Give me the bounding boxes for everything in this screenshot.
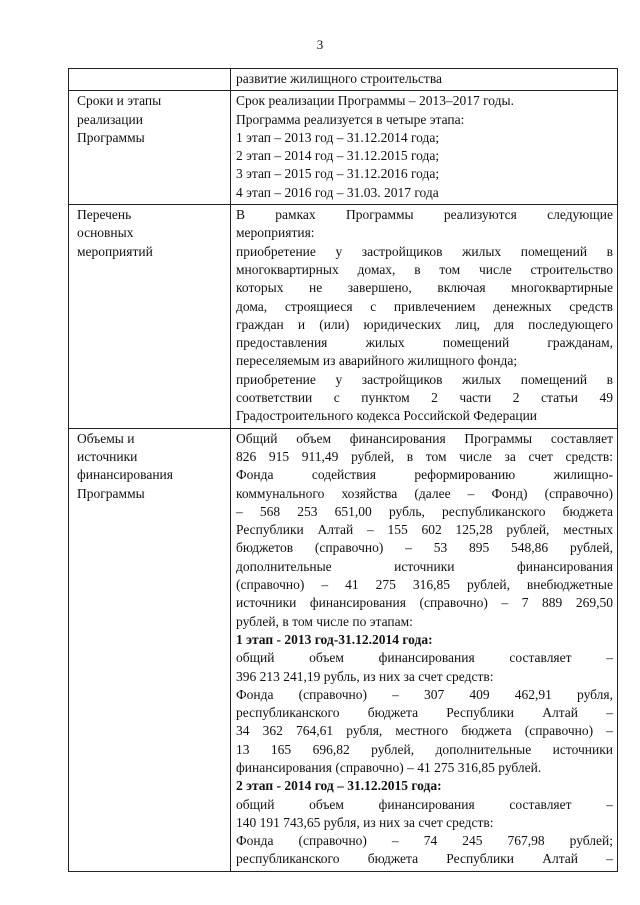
content-line: (справочно) – 41 275 316,85 рублей, внебюджетные [236, 577, 613, 593]
content-line: Фонда содействия реформированию жилищно- [236, 467, 613, 483]
row-label-line: Программы [77, 485, 145, 501]
row-label-cell [69, 205, 231, 429]
content-line: рублей, в том числе по этапам: [236, 613, 413, 629]
content-line: Программа реализуется в четыре этапа: [236, 111, 465, 127]
content-line: мероприятия: [236, 225, 315, 241]
content-line: 13 165 696,82 рублей, дополнительные источники [236, 741, 613, 757]
row-label-cell [69, 69, 231, 91]
content-line: республиканского бюджета Республики Алтай – [236, 705, 613, 721]
table-row [69, 428, 618, 871]
content-line: общий объем финансирования составляет – [236, 650, 613, 666]
row-label-line: реализации [77, 111, 143, 127]
content-line: Фонда (справочно) – 307 409 462,91 рубля, [236, 686, 613, 702]
table-row [69, 69, 618, 91]
row-content-cell [231, 205, 618, 429]
program-passport-table [68, 68, 618, 872]
content-line: развитие жилищного строительства [236, 71, 443, 86]
row-label-line: Сроки и этапы [77, 93, 162, 109]
table-row [69, 205, 618, 429]
row-label-line: Перечень [77, 207, 132, 223]
content-line: приобретение у застройщиков жилых помещений в [236, 243, 613, 259]
content-line: Градостроительного кодекса Российской Федерации [236, 408, 538, 424]
table-row [69, 91, 618, 205]
content-line: Общий объем финансирования Программы составляет [236, 430, 613, 446]
row-content-cell [231, 91, 618, 205]
content-line: переселяемым из аварийного жилищного фонда; [236, 353, 518, 369]
content-line: республиканского бюджета Республики Алтай – [236, 851, 613, 867]
content-line: граждан и (или) юридических лиц, для последующего [236, 316, 613, 332]
content-line: В рамках Программы реализуются следующие [236, 207, 613, 223]
content-line: Фонда (справочно) – 74 245 767,98 рублей; [236, 833, 613, 849]
content-line: дополнительные источники финансирования [236, 558, 613, 574]
content-line: 826 915 911,49 рублей, в том числе за счет средств: [236, 448, 613, 464]
row-content-cell [231, 428, 618, 871]
stage-heading: 1 этап - 2013 год-31.12.2014 года: [236, 631, 433, 647]
row-label-line: источники [77, 448, 138, 464]
content-line: приобретение у застройщиков жилых помещений в [236, 371, 613, 387]
content-line: многоквартирных домах, в том числе строительство [236, 261, 613, 277]
stage-heading: 2 этап - 2014 год – 31.12.2015 года: [236, 778, 442, 794]
content-line: 1 этап – 2013 год – 31.12.2014 года; [236, 129, 440, 145]
content-line: общий объем финансирования составляет – [236, 796, 613, 812]
content-line: 2 этап – 2014 год – 31.12.2015 года; [236, 148, 440, 164]
content-line: предоставления жилых помещений гражданам, [236, 335, 613, 351]
row-content-cell [231, 69, 618, 91]
content-line: – 568 253 651,00 рубль, республиканского бюджета [236, 503, 613, 519]
content-line: Республики Алтай – 155 602 125,28 рублей, местных [236, 522, 613, 538]
content-line: 140 191 743,65 рубля, из них за счет средств: [236, 814, 494, 830]
page-number: 3 [316, 37, 324, 52]
row-label-line: финансирования [77, 467, 173, 483]
content-line: 34 362 764,61 рубля, местного бюджета (справочно) – [236, 723, 613, 739]
row-label-line: мероприятий [77, 243, 153, 259]
content-line: финансирования (справочно) – 41 275 316,85 рублей. [236, 759, 542, 775]
content-line: дома, строящиеся с привлечением денежных средств [236, 298, 613, 314]
content-line: 4 этап – 2016 год – 31.03. 2017 года [236, 184, 439, 200]
row-label-cell [69, 428, 231, 871]
content-line: которых не завершено, включая многоквартирные [236, 280, 613, 296]
content-line: источники финансирования (справочно) – 7 889 269,50 [236, 595, 613, 611]
row-label-line: основных [77, 225, 134, 241]
content-line: Срок реализации Программы – 2013–2017 годы. [236, 93, 514, 109]
content-line: 3 этап – 2015 год – 31.12.2016 года; [236, 166, 440, 182]
row-label-line: Объемы и [77, 430, 135, 446]
content-line: 396 213 241,19 рубль, из них за счет средств: [236, 668, 494, 684]
content-line: бюджетов (справочно) – 53 895 548,86 рублей, [236, 540, 613, 556]
content-line: коммунального хозяйства (далее – Фонд) (справочно) [236, 485, 613, 501]
content-line: соответствии с пунктом 2 части 2 статьи 49 [236, 390, 613, 406]
row-label-line: Программы [77, 129, 145, 145]
row-label-cell [69, 91, 231, 205]
